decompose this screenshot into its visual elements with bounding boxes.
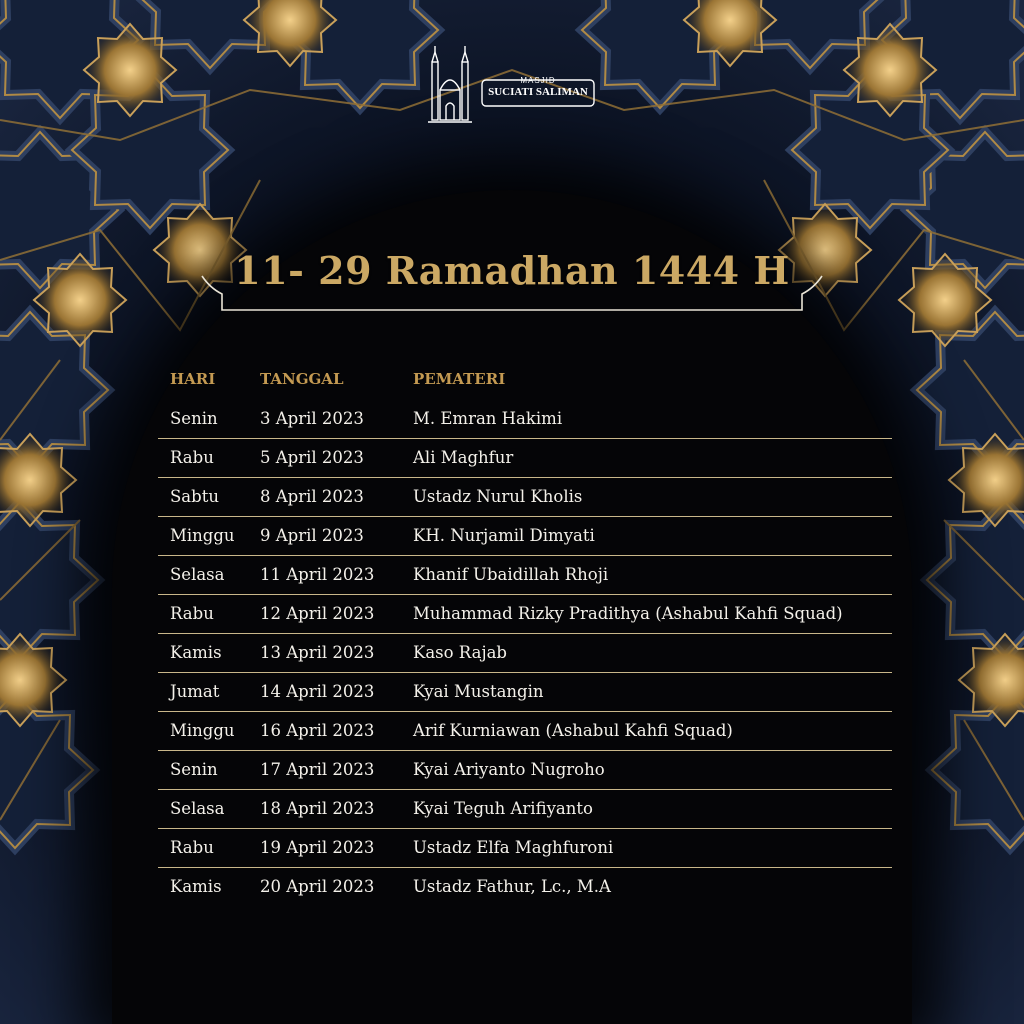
cell-pemateri: M. Emran Hakimi bbox=[413, 409, 563, 428]
cell-tanggal: 11 April 2023 bbox=[260, 565, 375, 584]
header-hari: HARI bbox=[170, 370, 216, 388]
cell-pemateri: Arif Kurniawan (Ashabul Kahfi Squad) bbox=[413, 721, 733, 740]
table-row bbox=[158, 790, 892, 829]
cell-hari: Selasa bbox=[170, 799, 225, 818]
cell-hari: Kamis bbox=[170, 643, 222, 662]
header-tanggal: TANGGAL bbox=[260, 370, 344, 388]
table-row bbox=[158, 868, 892, 906]
cell-hari: Minggu bbox=[170, 721, 235, 740]
table-row bbox=[158, 829, 892, 868]
cell-tanggal: 18 April 2023 bbox=[260, 799, 375, 818]
cell-hari: Minggu bbox=[170, 526, 235, 545]
cell-pemateri: Ustadz Elfa Maghfuroni bbox=[413, 838, 614, 857]
cell-pemateri: Ali Maghfur bbox=[413, 448, 514, 467]
cell-pemateri: Kyai Teguh Arifiyanto bbox=[413, 799, 593, 818]
table-row bbox=[158, 400, 892, 439]
cell-pemateri: Khanif Ubaidillah Rhoji bbox=[413, 565, 609, 584]
cell-hari: Kamis bbox=[170, 877, 222, 896]
cell-pemateri: Muhammad Rizky Pradithya (Ashabul Kahfi Squad) bbox=[413, 604, 843, 623]
table-row bbox=[158, 517, 892, 556]
table-header bbox=[158, 364, 892, 400]
cell-tanggal: 16 April 2023 bbox=[260, 721, 375, 740]
cell-hari: Rabu bbox=[170, 838, 214, 857]
cell-pemateri: Kaso Rajab bbox=[413, 643, 507, 662]
cell-tanggal: 5 April 2023 bbox=[260, 448, 364, 467]
cell-tanggal: 8 April 2023 bbox=[260, 487, 364, 506]
cell-pemateri: Kyai Ariyanto Nugroho bbox=[413, 760, 605, 779]
schedule-table bbox=[158, 364, 892, 906]
cell-tanggal: 19 April 2023 bbox=[260, 838, 375, 857]
cell-hari: Senin bbox=[170, 760, 218, 779]
cell-tanggal: 13 April 2023 bbox=[260, 643, 375, 662]
cell-tanggal: 17 April 2023 bbox=[260, 760, 375, 779]
cell-tanggal: 20 April 2023 bbox=[260, 877, 375, 896]
table-row bbox=[158, 556, 892, 595]
table-row bbox=[158, 712, 892, 751]
cell-hari: Jumat bbox=[170, 682, 220, 701]
cell-hari: Rabu bbox=[170, 448, 214, 467]
cell-pemateri: KH. Nurjamil Dimyati bbox=[413, 526, 595, 545]
logo-text-masjid: MASJID bbox=[520, 76, 556, 85]
cell-pemateri: Kyai Mustangin bbox=[413, 682, 544, 701]
cell-tanggal: 14 April 2023 bbox=[260, 682, 375, 701]
table-row bbox=[158, 751, 892, 790]
mosque-logo bbox=[426, 44, 598, 126]
table-row bbox=[158, 595, 892, 634]
table-row bbox=[158, 478, 892, 517]
table-row bbox=[158, 439, 892, 478]
cell-hari: Selasa bbox=[170, 565, 225, 584]
header-pemateri: PEMATERI bbox=[413, 370, 506, 388]
cell-hari: Sabtu bbox=[170, 487, 219, 506]
cell-hari: Rabu bbox=[170, 604, 214, 623]
cell-tanggal: 3 April 2023 bbox=[260, 409, 364, 428]
logo-text-name: SUCIATI SALIMAN bbox=[488, 86, 588, 98]
cell-pemateri: Ustadz Fathur, Lc., M.A bbox=[413, 877, 611, 896]
cell-tanggal: 9 April 2023 bbox=[260, 526, 364, 545]
table-row bbox=[158, 673, 892, 712]
cell-hari: Senin bbox=[170, 409, 218, 428]
cell-pemateri: Ustadz Nurul Kholis bbox=[413, 487, 583, 506]
cell-tanggal: 12 April 2023 bbox=[260, 604, 375, 623]
table-row bbox=[158, 634, 892, 673]
page-title: 11- 29 Ramadhan 1444 H bbox=[234, 248, 790, 293]
